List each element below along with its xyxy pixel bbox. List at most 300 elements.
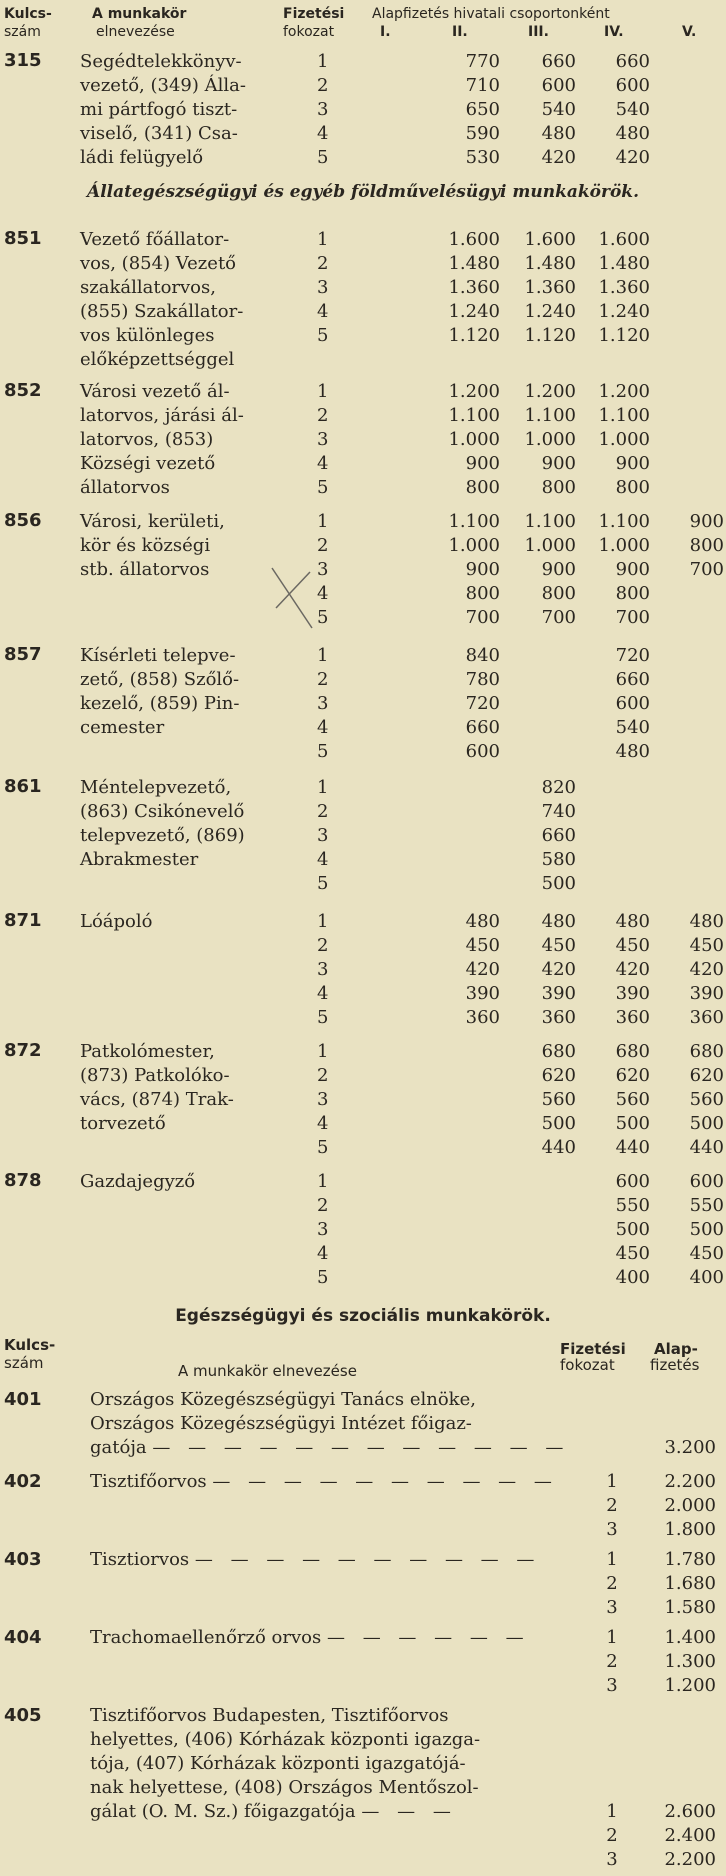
- grade-row: [0, 800, 726, 824]
- title-line: vács, (874) Trak-: [80, 1089, 234, 1110]
- grade-cell: 3: [317, 429, 329, 450]
- section-title-veterinary: Állategészségügyi és egyéb földművelésügyi munkakörök.: [87, 182, 639, 202]
- grade-cell: 3: [606, 1849, 618, 1870]
- pencil-cross-mark: [268, 564, 316, 634]
- grade-cell: 2: [317, 1065, 329, 1086]
- grade-cell: 1: [317, 229, 329, 250]
- title-line: kör és községi: [80, 535, 211, 556]
- grade-cell: 660: [465, 717, 500, 738]
- grade-cell: 420: [541, 959, 576, 980]
- grade-cell: 1.100: [524, 511, 576, 532]
- grade-row: [0, 122, 726, 146]
- grade-cell: 2: [317, 801, 329, 822]
- entry-code: 405: [4, 1705, 42, 1726]
- header-col-V: V.: [682, 24, 697, 40]
- grade-cell: 2: [606, 1495, 618, 1516]
- grade-cell: 500: [689, 1113, 724, 1134]
- grade-cell: 480: [615, 741, 650, 762]
- grade-cell: 3.200: [664, 1437, 716, 1458]
- grade-cell: 1.100: [524, 405, 576, 426]
- entry-code: 852: [4, 380, 42, 401]
- grade-cell: 540: [541, 99, 576, 120]
- grade-cell: 360: [541, 1007, 576, 1028]
- title-line: Abrakmester: [80, 849, 199, 870]
- grade-row: [0, 1548, 726, 1572]
- entry-code: 861: [4, 776, 42, 797]
- grade-cell: 1.360: [448, 277, 500, 298]
- entry-code: 878: [4, 1170, 42, 1191]
- grade-row: [0, 1800, 726, 1824]
- grade-row: [0, 1266, 726, 1290]
- grade-cell: 900: [541, 559, 576, 580]
- grade-cell: 480: [615, 123, 650, 144]
- grade-cell: 580: [541, 849, 576, 870]
- grade-cell: 1: [317, 911, 329, 932]
- grade-cell: 770: [465, 51, 500, 72]
- title-line: állatorvos: [80, 477, 170, 498]
- grade-cell: 2: [606, 1573, 618, 1594]
- title-line: cemester: [80, 717, 165, 738]
- grade-row: [0, 1650, 726, 1674]
- grade-row: [0, 934, 726, 958]
- grade-cell: 480: [615, 911, 650, 932]
- grade-row: [0, 1848, 726, 1872]
- grade-row: [0, 848, 726, 872]
- grade-cell: 2: [317, 935, 329, 956]
- grade-cell: 620: [689, 1065, 724, 1086]
- header-col-II: II.: [452, 24, 468, 40]
- grade-cell: 500: [615, 1113, 650, 1134]
- dash-leader: — — — — — —: [326, 1627, 530, 1648]
- title-line: nak helyettese, (408) Országos Mentőszol-: [90, 1777, 479, 1798]
- grade-cell: 420: [465, 959, 500, 980]
- grade-cell: 3: [317, 1089, 329, 1110]
- grade-cell: 2: [606, 1825, 618, 1846]
- grade-cell: 680: [689, 1041, 724, 1062]
- title-line: stb. állatorvos: [80, 559, 210, 580]
- grade-cell: 1.000: [598, 429, 650, 450]
- grade-cell: 440: [689, 1137, 724, 1158]
- grade-cell: 3: [317, 1219, 329, 1240]
- grade-row: [0, 98, 726, 122]
- grade-cell: 450: [615, 1243, 650, 1264]
- grade-cell: 3: [317, 959, 329, 980]
- title-line: Városi vezető ál-: [80, 381, 230, 402]
- grade-cell: 4: [317, 849, 329, 870]
- grade-cell: 900: [615, 559, 650, 580]
- grade-row: [0, 252, 726, 276]
- grade-cell: 1.400: [664, 1627, 716, 1648]
- grade-cell: 2: [317, 669, 329, 690]
- grade-cell: 500: [615, 1219, 650, 1240]
- title-line: (863) Csikónevelő: [80, 801, 245, 822]
- grade-cell: 1: [317, 1171, 329, 1192]
- grade-cell: 800: [541, 477, 576, 498]
- grade-row: [0, 510, 726, 534]
- grade-cell: 1.240: [524, 301, 576, 322]
- entry-code: 404: [4, 1627, 42, 1648]
- grade-row: [0, 228, 726, 252]
- grade-cell: 2.400: [664, 1825, 716, 1846]
- grade-cell: 1: [606, 1549, 618, 1570]
- section-title-health: Egészségügyi és szociális munkakörök.: [175, 1306, 551, 1326]
- grade-cell: 4: [317, 1243, 329, 1264]
- grade-row: [0, 692, 726, 716]
- grade-cell: 500: [541, 1113, 576, 1134]
- grade-cell: 680: [615, 1041, 650, 1062]
- grade-row: [0, 534, 726, 558]
- grade-row: [0, 1674, 726, 1698]
- grade-cell: 600: [615, 1171, 650, 1192]
- grade-cell: 680: [541, 1041, 576, 1062]
- header2-fizetes: fizetés: [650, 1356, 700, 1374]
- grade-row: [0, 1040, 726, 1064]
- grade-cell: 800: [615, 583, 650, 604]
- grade-cell: 360: [465, 1007, 500, 1028]
- grade-row: [0, 1494, 726, 1518]
- grade-row: [0, 1064, 726, 1088]
- grade-cell: 420: [615, 959, 650, 980]
- header-col-IV: IV.: [604, 24, 624, 40]
- grade-row: [0, 982, 726, 1006]
- grade-cell: 1.000: [598, 535, 650, 556]
- grade-cell: 660: [541, 825, 576, 846]
- grade-cell: 1.120: [448, 325, 500, 346]
- grade-cell: 2.000: [664, 1495, 716, 1516]
- grade-cell: 400: [615, 1267, 650, 1288]
- grade-row: [0, 452, 726, 476]
- grade-cell: 500: [689, 1219, 724, 1240]
- grade-row: [0, 74, 726, 98]
- grade-cell: 480: [465, 911, 500, 932]
- title-line: Vezető főállator-: [80, 229, 230, 250]
- grade-cell: 390: [615, 983, 650, 1004]
- grade-cell: 1.200: [448, 381, 500, 402]
- dash-leader: — — — — — — — — — —: [194, 1549, 541, 1570]
- grade-cell: 5: [317, 741, 329, 762]
- grade-cell: 700: [541, 607, 576, 628]
- grade-cell: 710: [465, 75, 500, 96]
- grade-cell: 560: [689, 1089, 724, 1110]
- grade-cell: 1.000: [448, 429, 500, 450]
- grade-cell: 3: [317, 825, 329, 846]
- grade-cell: 450: [689, 935, 724, 956]
- grade-cell: 1.680: [664, 1573, 716, 1594]
- grade-cell: 1.600: [524, 229, 576, 250]
- grade-cell: 2: [317, 1195, 329, 1216]
- grade-cell: 1.800: [664, 1519, 716, 1540]
- grade-cell: 4: [317, 717, 329, 738]
- dash-leader: — — — — — — — — — —: [212, 1471, 558, 1492]
- grade-cell: 5: [317, 1007, 329, 1028]
- grade-cell: 2: [317, 253, 329, 274]
- entry-code: 403: [4, 1549, 42, 1570]
- grade-cell: 900: [689, 511, 724, 532]
- grade-cell: 660: [615, 51, 650, 72]
- grade-cell: 360: [689, 1007, 724, 1028]
- header-fizetesi: Fizetési: [283, 6, 345, 22]
- grade-cell: 500: [541, 873, 576, 894]
- grade-cell: 1.100: [598, 405, 650, 426]
- table-header-health: [0, 1336, 726, 1386]
- grade-cell: 1: [317, 645, 329, 666]
- grade-cell: 450: [465, 935, 500, 956]
- header-fokozat: fokozat: [283, 24, 335, 40]
- grade-cell: 660: [541, 51, 576, 72]
- grade-cell: 700: [615, 607, 650, 628]
- title-line: Patkolómester,: [80, 1041, 215, 1062]
- grade-cell: 660: [615, 669, 650, 690]
- grade-cell: 420: [541, 147, 576, 168]
- grade-cell: 5: [317, 325, 329, 346]
- grade-cell: 2: [317, 75, 329, 96]
- grade-cell: 4: [317, 1113, 329, 1134]
- grade-cell: 800: [465, 583, 500, 604]
- header-col-III: III.: [528, 24, 549, 40]
- grade-cell: 1: [606, 1627, 618, 1648]
- grade-cell: 530: [465, 147, 500, 168]
- grade-row: [0, 558, 726, 582]
- grade-cell: 3: [606, 1597, 618, 1618]
- grade-cell: 390: [541, 983, 576, 1004]
- grade-cell: 1.120: [598, 325, 650, 346]
- grade-row: [0, 644, 726, 668]
- grade-cell: 4: [317, 123, 329, 144]
- title-line: előképzettséggel: [80, 349, 235, 370]
- title-line: torvezető: [80, 1113, 166, 1134]
- grade-cell: 5: [317, 147, 329, 168]
- grade-cell: 2: [317, 405, 329, 426]
- grade-row: [0, 1194, 726, 1218]
- grade-row: [0, 324, 726, 348]
- grade-cell: 780: [465, 669, 500, 690]
- title-line: Lóápoló: [80, 911, 153, 932]
- grade-cell: 3: [317, 99, 329, 120]
- title-line: Városi, kerületi,: [80, 511, 225, 532]
- grade-cell: 4: [317, 583, 329, 604]
- grade-cell: 480: [689, 911, 724, 932]
- title-line: vos különleges: [80, 325, 215, 346]
- title-line: Méntelepvezető,: [80, 777, 232, 798]
- title-text: Tisztifőorvos: [90, 1471, 207, 1492]
- grade-row: [0, 1088, 726, 1112]
- grade-cell: 1.240: [448, 301, 500, 322]
- grade-cell: 5: [317, 1267, 329, 1288]
- dash-leader: — — — — — — — — — — — —: [152, 1437, 570, 1458]
- header-col-I: I.: [380, 24, 391, 40]
- title-line: vezető, (349) Álla-: [80, 75, 246, 96]
- grade-row: [0, 740, 726, 764]
- grade-cell: 600: [615, 75, 650, 96]
- grade-cell: 440: [615, 1137, 650, 1158]
- grade-row: [0, 1572, 726, 1596]
- grade-row: [0, 1006, 726, 1030]
- grade-cell: 3: [606, 1519, 618, 1540]
- entry-code: 401: [4, 1389, 42, 1410]
- grade-cell: 360: [615, 1007, 650, 1028]
- grade-cell: 560: [541, 1089, 576, 1110]
- grade-cell: 700: [465, 607, 500, 628]
- header-munkakor: A munkakör: [92, 6, 187, 22]
- grade-cell: 3: [606, 1675, 618, 1696]
- grade-cell: 1.300: [664, 1651, 716, 1672]
- grade-cell: 540: [615, 717, 650, 738]
- grade-row: [0, 1824, 726, 1848]
- grade-cell: 4: [317, 301, 329, 322]
- grade-cell: 1.000: [524, 429, 576, 450]
- grade-cell: 1: [606, 1801, 618, 1822]
- title-line: Országos Közegészségügyi Intézet főigaz-: [90, 1413, 472, 1434]
- grade-row: [0, 582, 726, 606]
- grade-cell: 600: [689, 1171, 724, 1192]
- grade-row: [0, 1242, 726, 1266]
- grade-row: [0, 1136, 726, 1160]
- grade-cell: 480: [541, 123, 576, 144]
- title-text: gálat (O. M. Sz.) főigazgatója: [90, 1801, 356, 1822]
- grade-cell: 600: [465, 741, 500, 762]
- grade-cell: 540: [615, 99, 650, 120]
- grade-cell: 1: [317, 381, 329, 402]
- grade-cell: 1.480: [598, 253, 650, 274]
- grade-cell: 4: [317, 983, 329, 1004]
- grade-cell: 4: [317, 453, 329, 474]
- grade-cell: 1.200: [664, 1675, 716, 1696]
- header2-fizetesi: Fizetési: [560, 1340, 626, 1358]
- title-line: Községi vezető: [80, 453, 216, 474]
- title-line: latorvos, járási ál-: [80, 405, 244, 426]
- grade-cell: 600: [541, 75, 576, 96]
- grade-cell: 420: [615, 147, 650, 168]
- grade-cell: 3: [317, 277, 329, 298]
- title-text: Tisztiorvos: [90, 1549, 190, 1570]
- grade-cell: 1.580: [664, 1597, 716, 1618]
- grade-cell: 3: [317, 693, 329, 714]
- grade-cell: 800: [689, 535, 724, 556]
- header-szam: szám: [4, 24, 41, 40]
- grade-cell: 1.600: [448, 229, 500, 250]
- grade-cell: 1: [317, 1041, 329, 1062]
- title-line: helyettes, (406) Kórházak központi igazga-: [90, 1729, 481, 1750]
- grade-row: [0, 404, 726, 428]
- grade-cell: 560: [615, 1089, 650, 1110]
- title-line: (855) Szakállator-: [80, 301, 244, 322]
- grade-cell: 1.480: [524, 253, 576, 274]
- title-line: (873) Patkolóko-: [80, 1065, 230, 1086]
- grade-cell: 2: [606, 1651, 618, 1672]
- grade-row: [0, 1112, 726, 1136]
- entry-code: 857: [4, 644, 42, 665]
- title-text: Trachomaellenőrző orvos: [90, 1627, 322, 1648]
- title-line: viselő, (341) Csa-: [80, 123, 238, 144]
- grade-cell: 900: [615, 453, 650, 474]
- grade-cell: 820: [541, 777, 576, 798]
- header-alapfizetes: Alapfizetés hivatali csoportonként: [372, 6, 610, 22]
- grade-cell: 1: [317, 51, 329, 72]
- grade-cell: 1.240: [598, 301, 650, 322]
- entry-code: 871: [4, 910, 42, 931]
- grade-cell: 1.360: [524, 277, 576, 298]
- grade-cell: 720: [465, 693, 500, 714]
- title-line: Segédtelekkönyv-: [80, 51, 242, 72]
- grade-cell: 1: [317, 511, 329, 532]
- title-line: Gazdajegyző: [80, 1171, 196, 1192]
- grade-row: [0, 668, 726, 692]
- grade-cell: 2.200: [664, 1849, 716, 1870]
- title-line: latorvos, (853): [80, 429, 214, 450]
- grade-cell: 600: [615, 693, 650, 714]
- entry-code: 315: [4, 50, 42, 71]
- grade-row: [0, 1470, 726, 1494]
- grade-cell: 2.600: [664, 1801, 716, 1822]
- grade-row: [0, 300, 726, 324]
- grade-cell: 400: [689, 1267, 724, 1288]
- dash-leader: — — —: [361, 1801, 457, 1822]
- grade-cell: 720: [615, 645, 650, 666]
- grade-cell: 1.100: [448, 511, 500, 532]
- grade-cell: 1.100: [598, 511, 650, 532]
- grade-cell: 420: [689, 959, 724, 980]
- grade-cell: 740: [541, 801, 576, 822]
- grade-cell: 620: [541, 1065, 576, 1086]
- title-line: ládi felügyelő: [80, 147, 204, 168]
- grade-cell: 1.780: [664, 1549, 716, 1570]
- grade-row: [0, 872, 726, 896]
- grade-row: [0, 1170, 726, 1194]
- title-line: Országos Közegészségügyi Tanács elnöke,: [90, 1389, 476, 1410]
- grade-cell: 450: [541, 935, 576, 956]
- grade-cell: 900: [465, 453, 500, 474]
- grade-cell: 840: [465, 645, 500, 666]
- grade-cell: 1.100: [448, 405, 500, 426]
- grade-cell: 800: [541, 583, 576, 604]
- grade-row: [0, 428, 726, 452]
- grade-cell: 5: [317, 1137, 329, 1158]
- grade-cell: 450: [689, 1243, 724, 1264]
- grade-row: [0, 824, 726, 848]
- grade-row: [0, 50, 726, 74]
- title-line: tója, (407) Kórházak központi igazgatójá-: [90, 1753, 466, 1774]
- grade-cell: 5: [317, 477, 329, 498]
- grade-cell: 620: [615, 1065, 650, 1086]
- grade-row: [0, 910, 726, 934]
- grade-cell: 1.000: [524, 535, 576, 556]
- entry-code: 856: [4, 510, 42, 531]
- grade-row: [0, 1518, 726, 1542]
- grade-row: [0, 1218, 726, 1242]
- table-header: [0, 6, 726, 44]
- grade-cell: 1.000: [448, 535, 500, 556]
- grade-cell: 550: [615, 1195, 650, 1216]
- grade-cell: 480: [541, 911, 576, 932]
- grade-cell: 390: [689, 983, 724, 1004]
- title-line: telepvezető, (869): [80, 825, 245, 846]
- grade-row: [0, 716, 726, 740]
- grade-cell: 390: [465, 983, 500, 1004]
- grade-row: [0, 146, 726, 170]
- grade-row: [0, 476, 726, 500]
- grade-cell: 2.200: [664, 1471, 716, 1492]
- grade-cell: 900: [541, 453, 576, 474]
- grade-cell: 5: [317, 607, 329, 628]
- title-line: kezelő, (859) Pin-: [80, 693, 240, 714]
- grade-row: [0, 1626, 726, 1650]
- header2-nev: A munkakör elnevezése: [178, 1362, 357, 1380]
- title-text: gatója: [90, 1437, 147, 1458]
- grade-cell: 3: [317, 559, 329, 580]
- grade-row: [0, 776, 726, 800]
- title-line: Tisztifőorvos Budapesten, Tisztifőorvos: [90, 1705, 449, 1726]
- grade-cell: 1.480: [448, 253, 500, 274]
